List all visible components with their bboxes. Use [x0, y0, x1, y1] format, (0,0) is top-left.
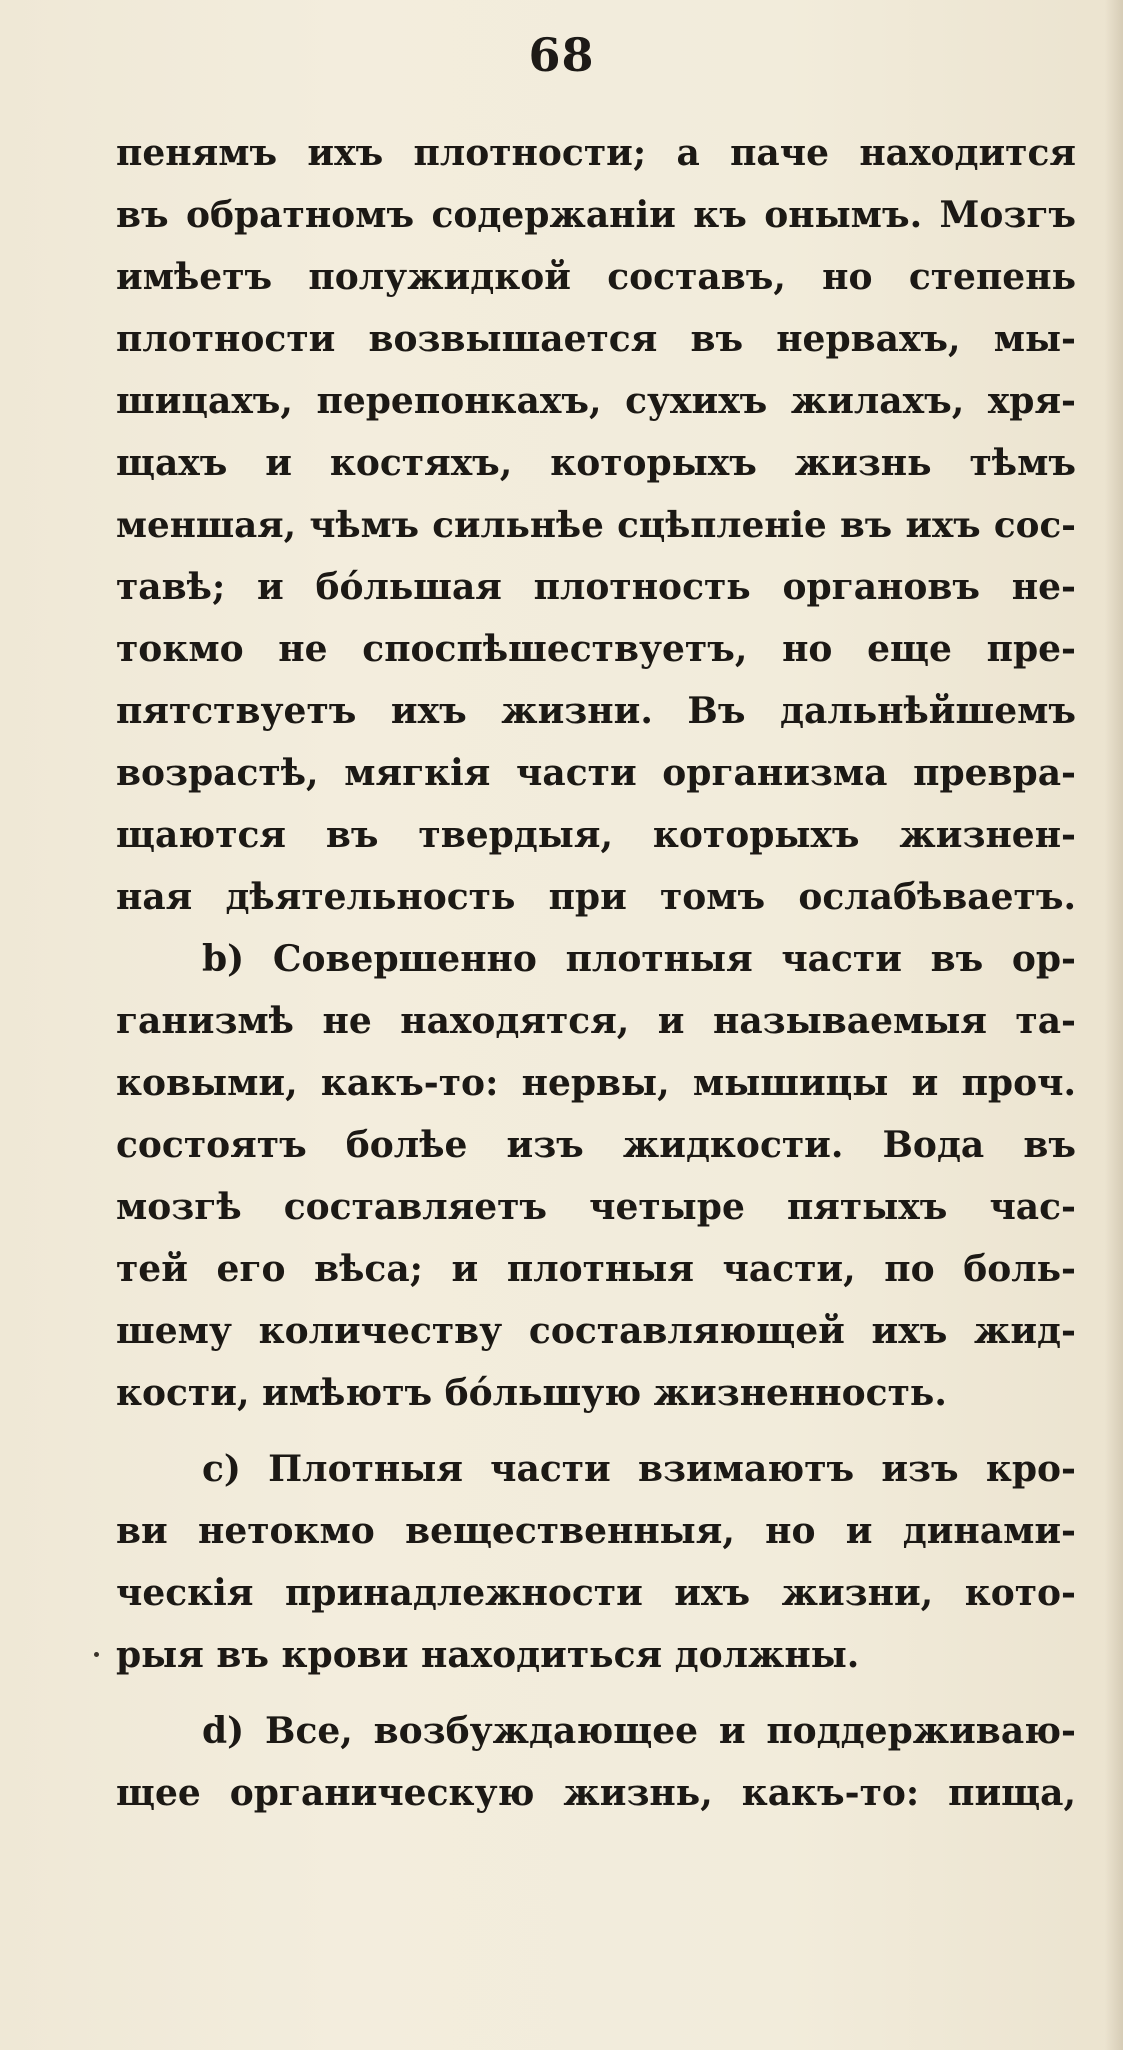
text-line: ви нетокмо вещественныя, но и динами-: [116, 1510, 1076, 1552]
text-line: ковыми, какъ-то: нервы, мышицы и проч.: [116, 1062, 1076, 1104]
text-line: токмо не споспѣшествуетъ, но еще пре-: [116, 628, 1076, 670]
text-line: кости, имѣютъ бо́льшую жизненность.: [116, 1372, 947, 1414]
paragraph: [116, 1438, 1076, 1686]
text-line: ганизмѣ не находятся, и называемыя та-: [116, 1000, 1076, 1042]
page-edge-shadow: [1105, 0, 1123, 2050]
text-line: ческія принадлежности ихъ жизни, кото-: [116, 1572, 1076, 1614]
text-line: d) Все, возбуждающее и поддерживаю-: [202, 1710, 1076, 1752]
paragraph-gap: [116, 1424, 1076, 1438]
paragraph: [116, 1700, 1076, 1824]
paragraph-gap: [116, 1686, 1076, 1700]
text-line: тей его вѣса; и плотныя части, по боль-: [116, 1248, 1076, 1290]
paragraph: [116, 928, 1076, 1424]
text-line: пятствуетъ ихъ жизни. Въ дальнѣйшемъ: [116, 690, 1076, 732]
text-line: рыя въ крови находиться должны.: [116, 1634, 860, 1676]
text-line: шему количеству составляющей ихъ жид-: [116, 1310, 1076, 1352]
text-line: состоятъ болѣе изъ жидкости. Вода въ: [116, 1124, 1076, 1166]
paragraph: [116, 122, 1076, 928]
text-line: возрастѣ, мягкія части организма превра-: [116, 752, 1076, 794]
text-line: тавѣ; и бо́льшая плотность органовъ не-: [116, 566, 1076, 608]
text-line: щаются въ твердыя, которыхъ жизнен-: [116, 814, 1076, 856]
text-line: b) Совершенно плотныя части въ ор-: [202, 938, 1076, 980]
text-line: ная дѣятельность при томъ ослабѣваетъ.: [116, 876, 1076, 918]
text-line: щее органическую жизнь, какъ-то: пища,: [116, 1772, 1076, 1814]
text-line: пенямъ ихъ плотности; а паче находится: [116, 132, 1076, 174]
text-line: мозгѣ составляетъ четыре пятыхъ час-: [116, 1186, 1076, 1228]
text-line: щахъ и костяхъ, которыхъ жизнь тѣмъ: [116, 442, 1076, 484]
page-number: 68: [528, 28, 595, 82]
text-line: меншая, чѣмъ сильнѣе сцѣпленіе въ ихъ сос-: [116, 504, 1076, 546]
text-line: имѣетъ полужидкой составъ, но степень: [116, 256, 1076, 298]
text-line: плотности возвышается въ нервахъ, мы-: [116, 318, 1076, 360]
body-text: [116, 122, 1076, 1824]
text-line: шицахъ, перепонкахъ, сухихъ жилахъ, хря-: [116, 380, 1076, 422]
ink-speck: [94, 1652, 99, 1657]
text-line: c) Плотныя части взимаютъ изъ кро-: [202, 1448, 1076, 1490]
text-line: въ обратномъ содержаніи къ онымъ. Мозгъ: [116, 194, 1076, 236]
